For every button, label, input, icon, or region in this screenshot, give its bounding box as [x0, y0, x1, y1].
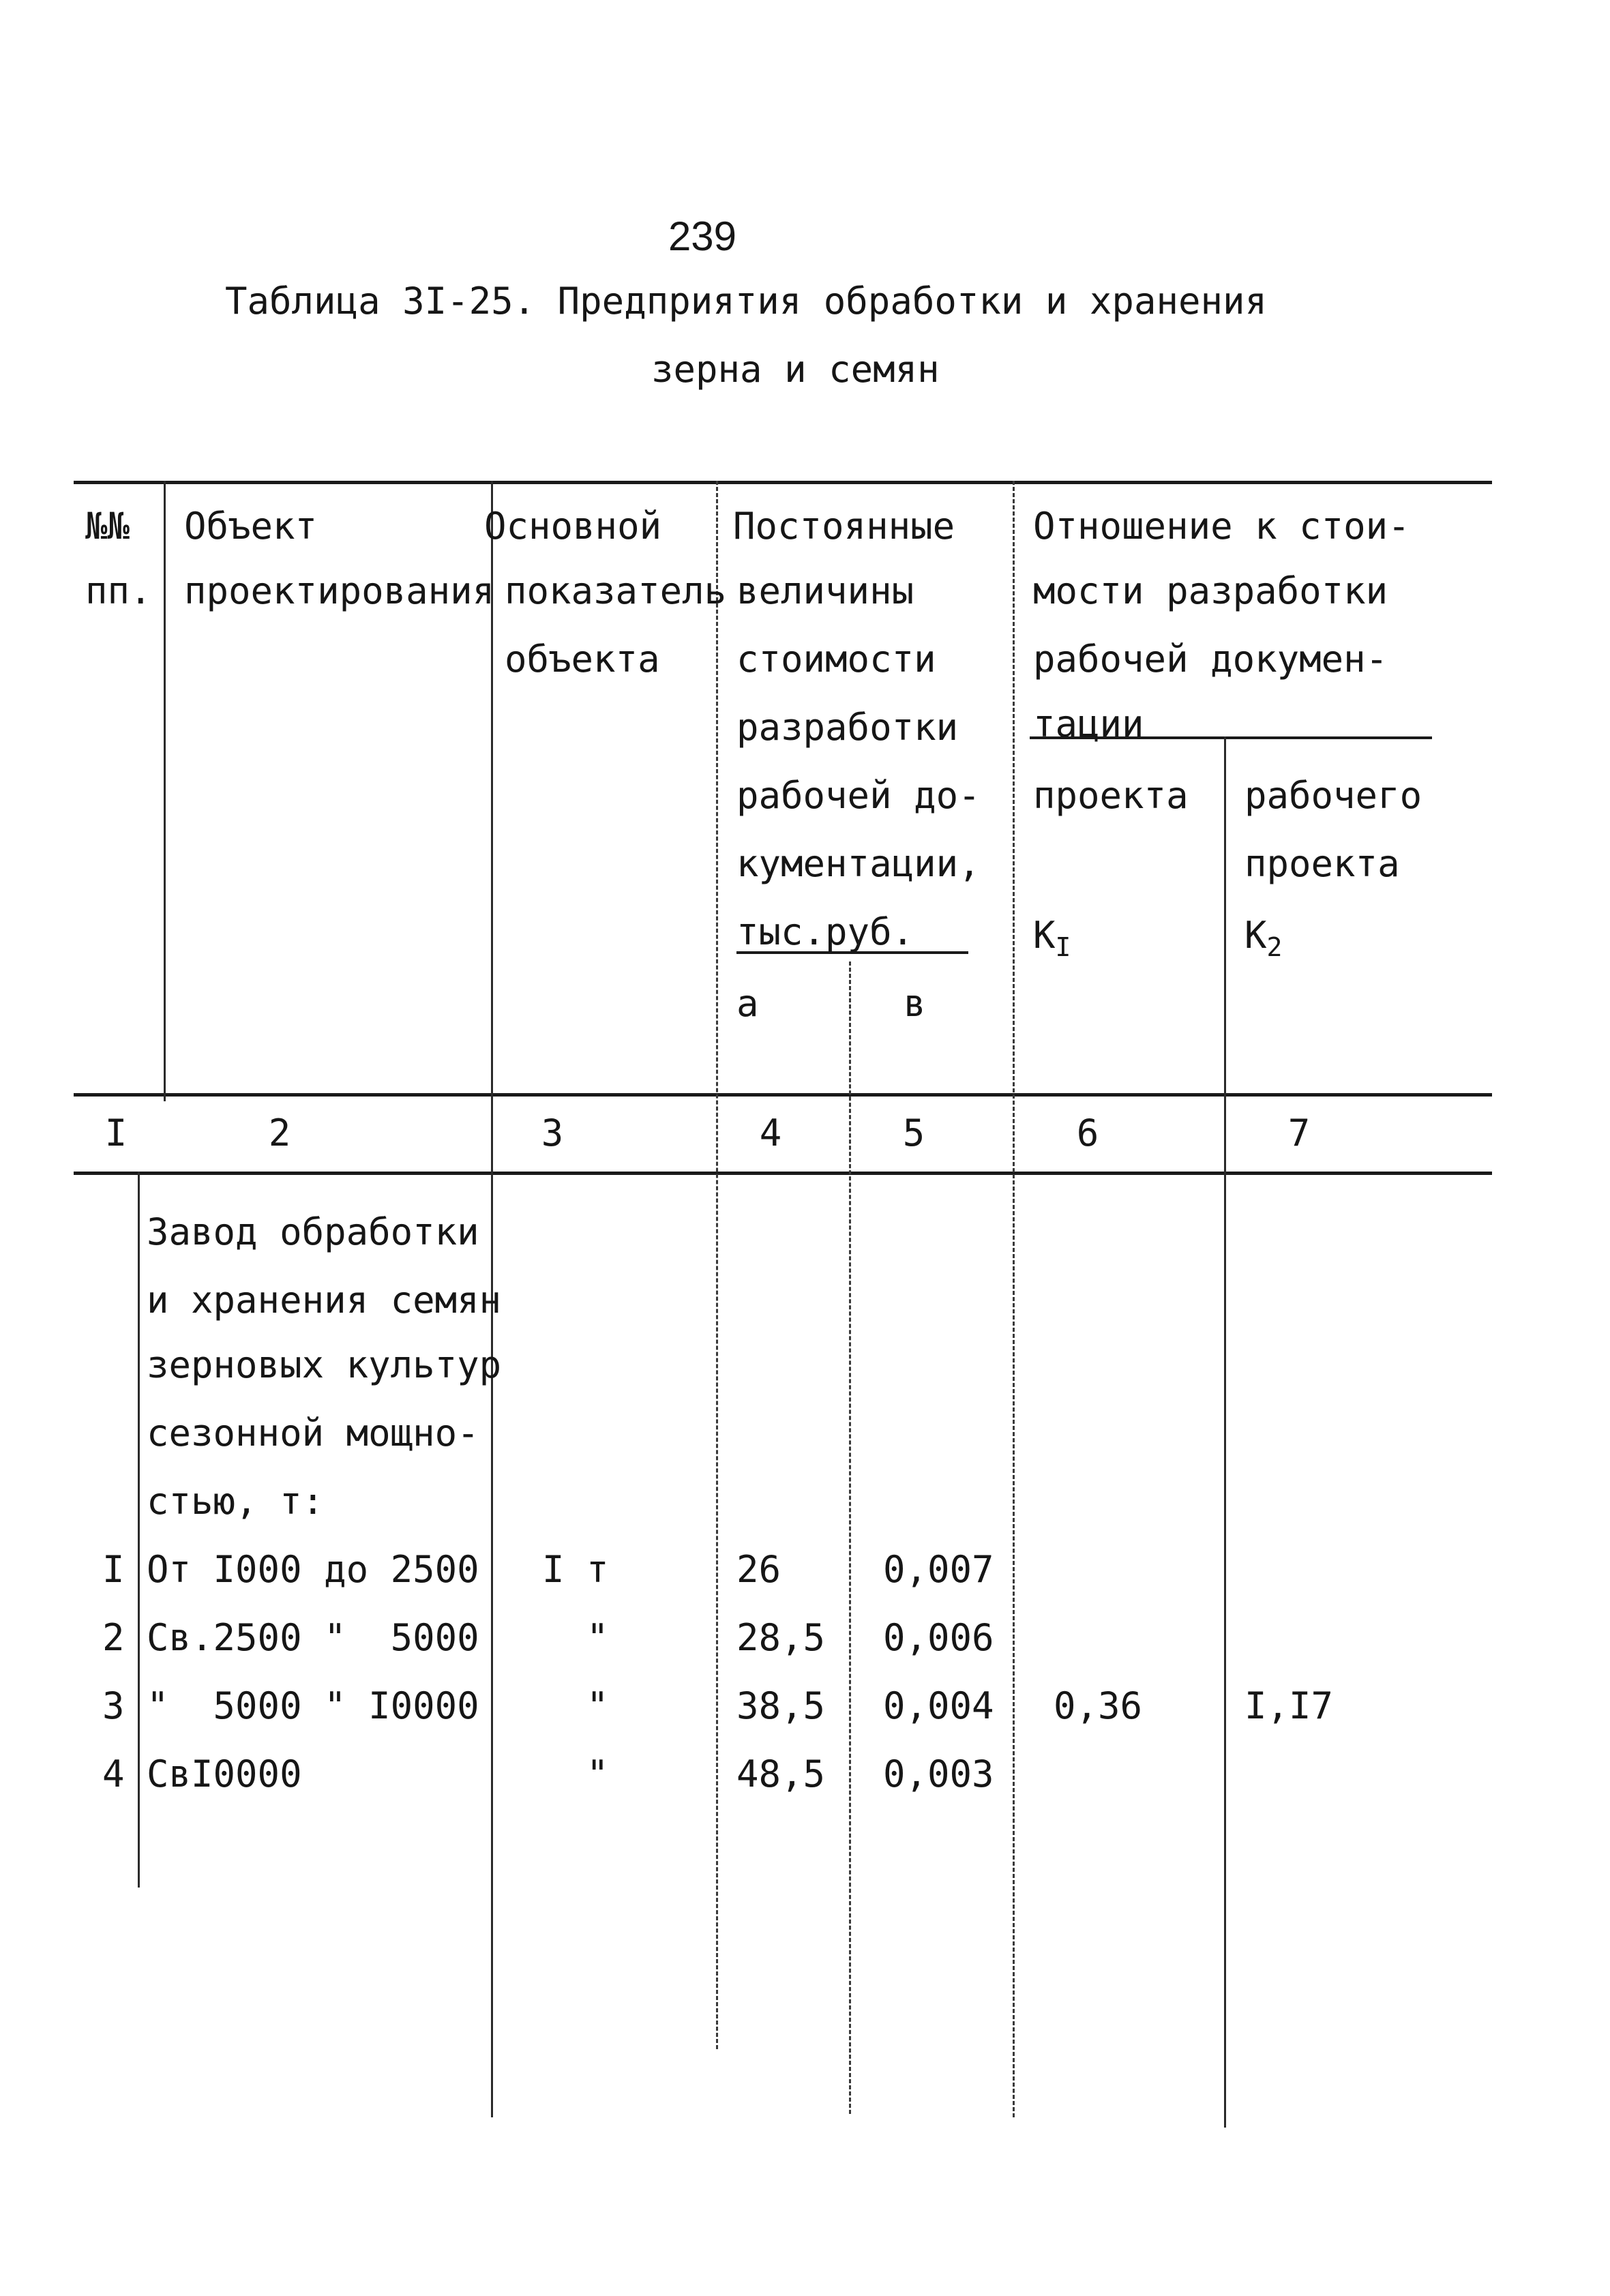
col1-divider	[164, 481, 166, 1101]
column-number-7: 7	[1287, 1112, 1311, 1154]
column-number-2: 2	[268, 1112, 291, 1154]
header-constants-line2: величины	[736, 569, 914, 612]
row-value-a: 38,5	[736, 1684, 826, 1727]
col5-divider	[1013, 481, 1015, 2117]
header-object-line1: Объект	[184, 505, 318, 548]
header-ratio-line1: Отношение к стои-	[1033, 505, 1410, 548]
header-indicator-line2: показатель	[505, 569, 727, 612]
column-numbers-rule	[74, 1172, 1492, 1175]
col1-divider-body	[138, 1172, 140, 1888]
table-title: Таблица 3I-25. Предприятия обработки и хранения	[225, 280, 1268, 323]
header-ratio-line2: мости разработки	[1033, 569, 1388, 612]
col3-divider	[716, 481, 718, 2049]
row-number: 4	[102, 1753, 125, 1795]
header-constants-line5: рабочей до-	[736, 774, 981, 817]
row-value-b: 0,004	[883, 1684, 994, 1727]
row-indicator: I т	[542, 1548, 609, 1591]
header-k1: $К_I$	[1033, 914, 1071, 962]
group-title-line3: зерновых культур	[147, 1343, 502, 1386]
header-ratio-line3: рабочей докумен-	[1033, 638, 1388, 681]
row-value-b: 0,007	[883, 1548, 994, 1591]
table-title-line2: зерна и семян	[651, 348, 940, 391]
row-object: СвI0000	[147, 1753, 302, 1795]
column-number-6: 6	[1076, 1112, 1099, 1154]
col4-divider	[849, 961, 851, 2114]
table-top-rule	[74, 481, 1492, 484]
row-object: Св.2500 " 5000	[147, 1616, 479, 1659]
page-number: 239	[668, 213, 737, 259]
row-number: 2	[102, 1616, 125, 1659]
header-constants-line1: Постоянные	[733, 505, 955, 548]
column-number-3: 3	[541, 1112, 564, 1154]
group-title-line4: сезонной мощно-	[147, 1412, 479, 1455]
column-number-5: 5	[902, 1112, 925, 1154]
row-object: " 5000 " I0000	[147, 1684, 479, 1727]
k1-value: 0,36	[1054, 1684, 1143, 1727]
row-value-a: 28,5	[736, 1616, 826, 1659]
row-indicator: "	[586, 1753, 609, 1795]
header-constants-unit: тыс.руб.	[736, 910, 914, 953]
header-object-line2: проектирования	[184, 569, 495, 612]
header-bottom-rule	[74, 1093, 1492, 1097]
row-object: От I000 до 2500	[147, 1548, 479, 1591]
row-value-a: 48,5	[736, 1753, 826, 1795]
row-value-a: 26	[736, 1548, 781, 1591]
header-col6-label: проекта	[1033, 774, 1189, 817]
k2-value: I,I7	[1244, 1684, 1334, 1727]
row-number: I	[102, 1548, 125, 1591]
header-constants-line3: стоимости	[736, 638, 936, 681]
header-col4-sub: а	[736, 982, 759, 1025]
row-indicator: "	[586, 1616, 609, 1659]
header-col7-line2: проекта	[1244, 842, 1400, 885]
row-indicator: "	[586, 1684, 609, 1727]
header-ratio-line4: тации	[1033, 702, 1144, 745]
group-title-line2: и хранения семян	[147, 1279, 502, 1322]
column-number-4: 4	[759, 1112, 782, 1154]
column-number-1: I	[104, 1112, 128, 1154]
row-value-b: 0,003	[883, 1753, 994, 1795]
group-title-line1: Завод обработки	[147, 1210, 479, 1253]
header-col7-line1: рабочего	[1244, 774, 1422, 817]
header-num-line1: №№	[85, 505, 130, 548]
row-number: 3	[102, 1684, 125, 1727]
header-num-line2: пп.	[85, 569, 152, 612]
group-title-line5: стью, т:	[147, 1480, 325, 1523]
header-indicator-line1: Основной	[484, 505, 662, 548]
header-constants-line6: кументации,	[736, 842, 981, 885]
row-value-b: 0,006	[883, 1616, 994, 1659]
header-indicator-line3: объекта	[505, 638, 660, 681]
header-constants-line4: разработки	[736, 706, 959, 749]
header-col5-sub: в	[904, 982, 926, 1025]
header-k2: $К_2$	[1244, 914, 1283, 962]
col6-divider	[1224, 736, 1226, 2128]
